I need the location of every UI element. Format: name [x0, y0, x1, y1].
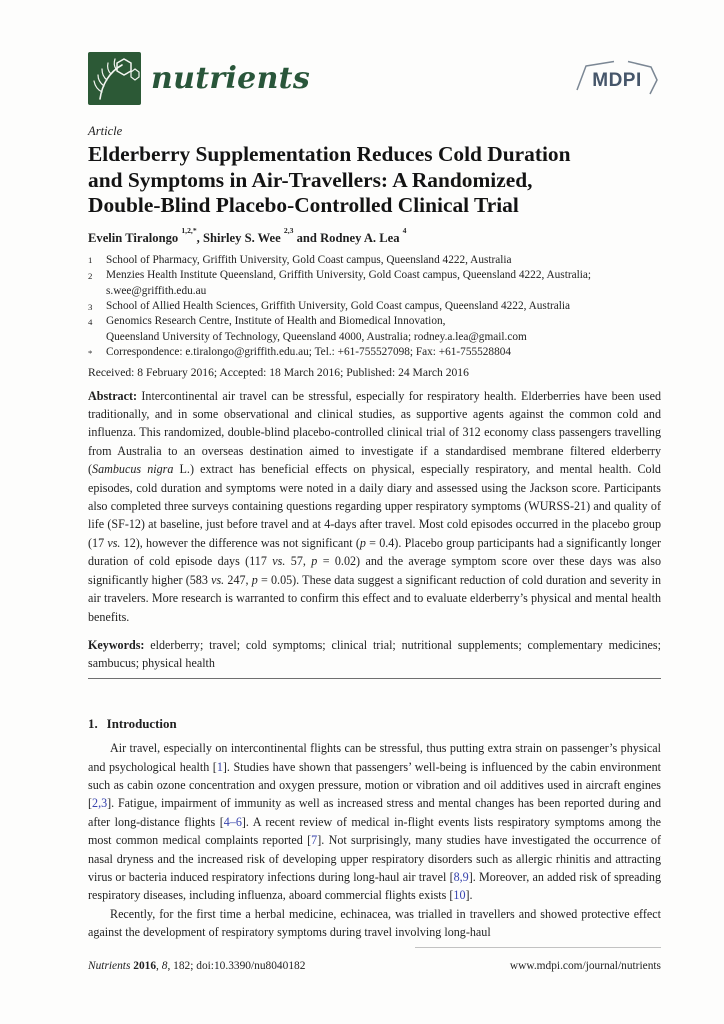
title-line: Elderberry Supplementation Reduces Cold Duration — [88, 142, 571, 166]
section-heading-introduction — [88, 716, 661, 732]
affiliation-marker: 2 — [88, 270, 93, 281]
article-type-label: Article — [88, 124, 123, 138]
section-number: 1. — [88, 717, 98, 732]
abstract-paragraph: Abstract: Intercontinental air travel can be stressful, especially for respiratory health. Elderberries have been used traditionally, and in some observational and clinical studies, as supportive agents against the common cold and influenza. This randomized, double-blind placebo-controlled clinical trial of 312 economy class passengers travelling from Australia to an overseas destination aimed to investigate if a standardised membrane filtered elderberry (Sambucus nigra L.) extract has beneficial effects on physical, especially respiratory, and mental health. Cold episodes, cold duration and symptoms were noted in a daily diary and assessed using the Jackson score. Participants also completed three surveys containing questions regarding upper respiratory symptoms (WURSS-21) and quality of life (SF-12) at baseline, just before travel and at 4-days after travel. Most cold episodes occurred in the placebo group (17 vs. 12), however the difference was not significant (p = 0.4). Placebo group participants had a significantly longer duration of cold episode days (117 vs. 57, p = 0.02) and the average symptom score over these days was also significantly higher (583 vs. 247, p = 0.05). These data suggest a significant reduction of cold duration and severity in air travelers. More research is warranted to confirm this effect and to evaluate elderberry’s physical and mental health benefits. — [88, 388, 661, 624]
affiliation-text: Genomics Research Centre, Institute of Health and Biomedical Innovation, Queensland University of Technology, Queensland 4000, Australia; rodney.a.lea@gmail.com — [106, 315, 527, 343]
section-divider — [88, 678, 661, 679]
affiliation-item-correspondence — [88, 345, 661, 360]
page-header — [88, 52, 661, 105]
citation-link[interactable]: 8,9 — [453, 869, 469, 884]
citation-link[interactable]: 2,3 — [92, 796, 108, 811]
affiliation-marker: 3 — [88, 301, 93, 312]
affiliation-item — [88, 268, 661, 299]
dates-line: Received: 8 February 2016; Accepted: 18 March 2016; Published: 24 March 2016 — [88, 365, 469, 379]
section-title: Introduction — [106, 717, 177, 732]
affiliation-marker: 4 — [88, 316, 93, 327]
keywords-paragraph: Keywords: elderberry; travel; cold symptoms; clinical trial; nutritional supplements; complementary medicines; sambucus; physical health — [88, 637, 661, 671]
affiliation-text: School of Pharmacy, Griffith University, Gold Coast campus, Queensland 4222, Australia — [106, 253, 512, 266]
title-line: and Symptoms in Air-Travellers: A Randomized, — [88, 167, 533, 192]
footer-journal-url[interactable]: www.mdpi.com/journal/nutrients — [509, 960, 661, 972]
nutrients-logo — [88, 52, 310, 105]
footer-divider — [415, 947, 661, 948]
nutrients-leaf-icon — [88, 52, 141, 105]
footer-citation: Nutrients 2016, 8, 182; doi:10.3390/nu8040182 — [88, 960, 306, 972]
title-line: Double-Blind Placebo-Controlled Clinical Trial — [88, 193, 519, 218]
affiliations-list — [88, 253, 661, 361]
citation-link[interactable]: 4–6 — [223, 814, 242, 829]
intro-paragraph-2: Recently, for the first time a herbal medicine, echinacea, was trialled in travellers and showed protective effect against the development of respiratory symptoms during travel involving long-haul — [88, 906, 661, 940]
affiliation-marker: 1 — [88, 255, 93, 266]
intro-paragraph-1: Air travel, especially on intercontinental flights can be stressful, thus putting extra strain on passenger’s physical and psychological health [1]. Studies have shown that passengers’ well-being is influenced by the cabin environment such as cabin ozone concentration and oxygen pressure, motion or vibration and oil additives used in aircraft engines [2,3]. Fatigue, impairment of immunity as well as increased stress and mental changes has been reported during and after long-distance flights [4–6]. A recent review of medical in-flight events lists respiratory symptoms among the most common medical complaints reported [7]. Not surprisingly, many studies have investigated the occurrence of nasal dryness and the increased risk of developing upper respiratory disorders such as allergic rhinitis and attracting virus or bacteria induced respiratory infections during long-haul air travel [8,9]. Moreover, an added risk of spreading respiratory diseases, including influenza, aboard commercial flights exists [10]. — [88, 741, 661, 903]
affiliation-text: School of Allied Health Sciences, Griffith University, Gold Coast campus, Queensland 4222, Australia — [106, 300, 571, 312]
affiliation-text: Menzies Health Institute Queensland, Griffith University, Gold Coast campus, Queensland 4222, Australia; s.wee@griffith.edu.au — [106, 269, 592, 297]
citation-link[interactable]: 10 — [453, 888, 466, 903]
mdpi-wordmark: MDPI — [592, 69, 642, 91]
affiliation-marker: * — [88, 347, 93, 358]
affiliation-item — [88, 299, 661, 314]
article-title — [88, 142, 661, 219]
affiliation-text: Correspondence: e.tiralongo@griffith.edu.au; Tel.: +61-755527098; Fax: +61-755528804 — [106, 346, 512, 359]
affiliation-item — [88, 314, 661, 345]
citation-link[interactable]: 7 — [311, 833, 318, 848]
journal-name: nutrients — [151, 61, 311, 96]
affiliation-item — [88, 253, 661, 268]
citation-link[interactable]: 1 — [216, 759, 223, 774]
authors-line: Evelin Tiralongo $^{1,2,*}$, Shirley S. Wee $^{2,3}$ and Rodney A. Lea $^4$ — [88, 226, 407, 245]
mdpi-logo — [573, 58, 661, 100]
